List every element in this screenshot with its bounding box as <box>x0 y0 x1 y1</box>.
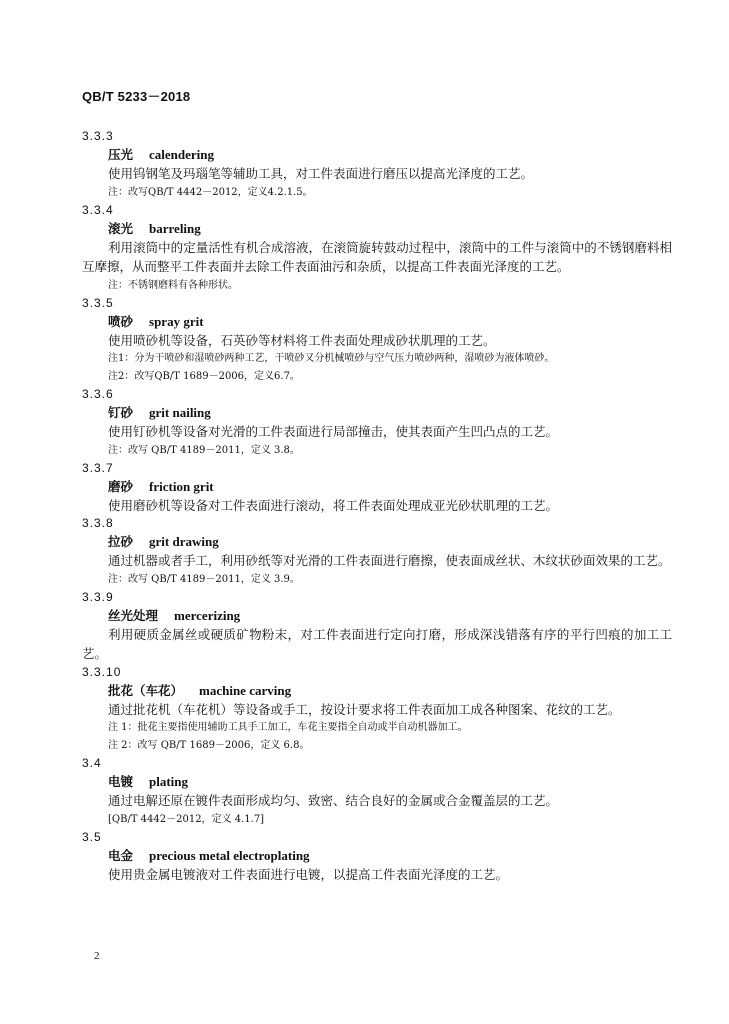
term-zh: 批花（车花） <box>108 682 184 698</box>
clause-number: 3.3.6 <box>82 387 114 401</box>
entry-3-3-8 <box>82 515 682 589</box>
term-definition: 使用钨钢笔及玛瑙笔等辅助工具，对工件表面进行磨压以提高光泽度的工艺。 <box>108 166 534 181</box>
term-zh: 电金 <box>108 847 134 863</box>
clause-number: 3.3.8 <box>82 516 114 530</box>
term-en: grit drawing <box>149 534 219 549</box>
standard-id-header: QB/T 5233－2018 <box>82 89 191 104</box>
term-en: grit nailing <box>149 405 211 420</box>
term-definition: 通过电解还原在镀件表面形成均匀、致密、结合良好的金属或合金覆盖层的工艺。 <box>108 793 559 808</box>
page-number: 2 <box>94 950 100 962</box>
term-title <box>108 681 682 700</box>
term-source: [QB/T 4442－2012，定义 4.1.7] <box>108 813 265 825</box>
entry-3-5 <box>82 829 682 885</box>
term-title <box>108 532 682 551</box>
term-definition: 使用喷砂机等设备，石英砂等材料将工件表面处理成砂状肌理的工艺。 <box>108 332 496 348</box>
term-title <box>108 606 682 625</box>
term-zh: 钉砂 <box>108 405 134 420</box>
term-definition: 使用钉砂机等设备对光滑的工件表面进行局部撞击，使其表面产生凹凸点的工艺。 <box>108 424 559 439</box>
term-zh: 滚光 <box>108 220 134 236</box>
entry-3-3-3 <box>82 128 682 202</box>
clause-number: 3.4 <box>82 756 102 770</box>
term-note: 注：改写 QB/T 4189－2011，定义 3.8。 <box>108 444 300 456</box>
term-title <box>108 219 682 238</box>
entry-3-3-4 <box>82 202 682 295</box>
term-title <box>108 846 682 865</box>
term-zh: 拉砂 <box>108 534 134 549</box>
entry-3-4 <box>82 755 682 829</box>
entry-3-3-9 <box>82 589 682 664</box>
clause-number: 3.3.9 <box>82 589 114 604</box>
term-title <box>108 772 682 791</box>
term-note-2: 注2：改写QB/T 1689－2006，定义6.7。 <box>108 371 300 382</box>
entry-3-3-7 <box>82 460 682 516</box>
term-definition: 通过批花机（车花机）等设备或手工，按设计要求将工件表面加工成各种图案、花纹的工艺。 <box>108 701 621 717</box>
clause-number: 3.3.4 <box>82 202 114 217</box>
term-note-1: 注1：分为干喷砂和湿喷砂两种工艺，干喷砂又分机械喷砂与空气压力喷砂两种，湿喷砂为液体喷砂。 <box>108 353 555 364</box>
clause-number: 3.3.10 <box>82 664 122 679</box>
term-definition: 利用滚筒中的定量活性有机合成溶液，在滚筒旋转鼓动过程中，滚筒中的工件与滚筒中的不锈钢磨料相互摩擦，从而整平工件表面并去除工件表面油污和杂质，以提高工件表面光泽度的工艺。 <box>82 239 672 274</box>
term-note: 注：改写QB/T 4442－2012，定义4.2.1.5。 <box>108 186 313 198</box>
term-en: plating <box>149 774 189 789</box>
term-definition: 使用贵金属电镀液对工件表面进行电镀，以提高工件表面光泽度的工艺。 <box>108 866 509 882</box>
term-note: 注：不锈钢磨料有各种形状。 <box>108 279 238 291</box>
term-en: barreling <box>149 220 201 236</box>
term-title <box>108 145 682 164</box>
clause-number: 3.3.7 <box>82 460 114 475</box>
term-note-2: 注 2：改写 QB/T 1689－2006，定义 6.8。 <box>108 740 310 751</box>
term-zh: 丝光处理 <box>108 607 159 623</box>
term-zh: 喷砂 <box>108 313 134 329</box>
term-note-1: 注 1：批花主要指使用辅助工具手工加工，车花主要指全自动或半自动机器加工。 <box>108 722 468 733</box>
term-definition: 通过机器或者手工，利用砂纸等对光滑的工件表面进行磨擦，使表面成丝状、木纹状砂面效果的工艺。 <box>108 553 671 568</box>
term-en: spray grit <box>149 313 204 329</box>
term-en: friction grit <box>149 478 214 494</box>
entry-3-3-6 <box>82 386 682 460</box>
term-zh: 磨砂 <box>108 478 134 494</box>
clause-number: 3.3.5 <box>82 295 114 310</box>
term-en: precious metal electroplating <box>149 847 310 863</box>
entry-3-3-10 <box>82 664 682 756</box>
term-title <box>108 312 682 331</box>
entry-3-3-5 <box>82 295 682 387</box>
clause-number: 3.3.3 <box>82 129 114 143</box>
clause-number: 3.5 <box>82 829 102 844</box>
term-en: mercerizing <box>174 607 241 623</box>
terms-section <box>82 128 682 884</box>
term-note: 注：改写 QB/T 4189－2011，定义 3.9。 <box>108 573 300 585</box>
term-zh: 电镀 <box>108 774 134 789</box>
term-definition: 使用磨砂机等设备对工件表面进行滚动，将工件表面处理成亚光砂状肌理的工艺。 <box>108 497 559 513</box>
term-en: calendering <box>149 147 215 162</box>
term-en: machine carving <box>199 682 292 698</box>
term-zh: 压光 <box>108 147 134 162</box>
term-title <box>108 477 682 496</box>
term-title <box>108 403 682 422</box>
term-definition: 利用硬质金属丝或硬质矿物粉末，对工件表面进行定向打磨，形成深浅错落有序的平行凹痕的加工工艺。 <box>82 626 672 661</box>
